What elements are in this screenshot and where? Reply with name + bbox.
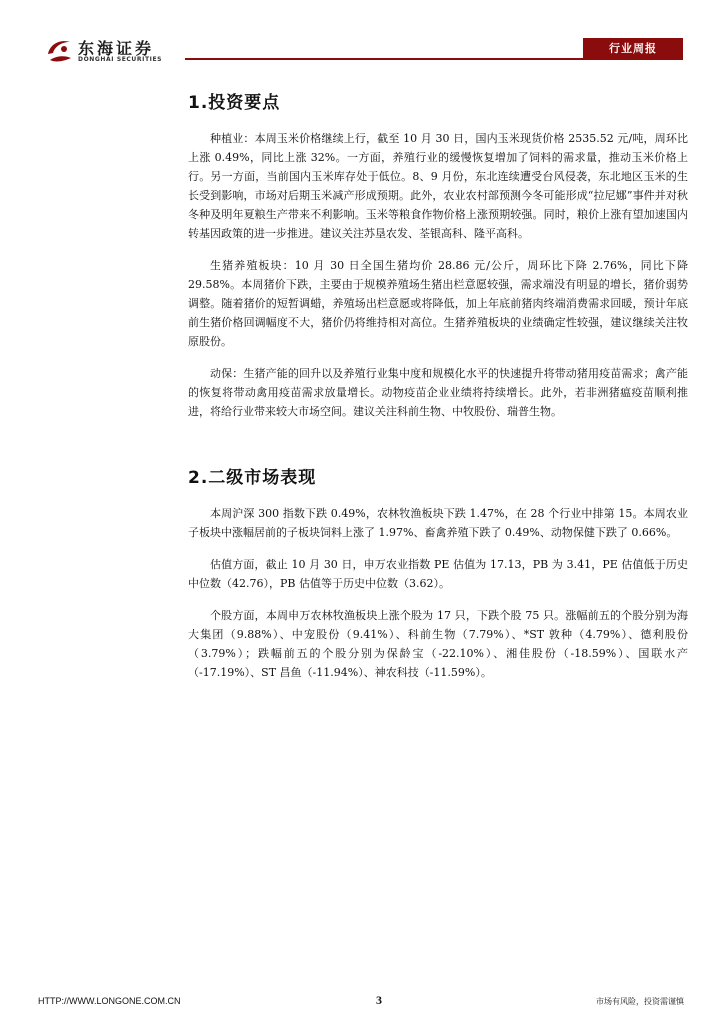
footer-website-link[interactable]: HTTP://WWW.LONGONE.COM.CN [38,996,181,1006]
risk-disclaimer: 市场有风险，投资需谨慎 [596,997,684,1006]
paragraph-planting: 种植业：本周玉米价格继续上行，截至 10 月 30 日，国内玉米现货价格 2535.52 元/吨，周环比上涨 0.49%，同比上涨 32%。一方面，养殖行业的缓慢恢复增加了饲料的需求量，推动玉米价格上行。另一方面，当前国内玉米库存处于低位。8、9 月份，东北连续遭受台风侵袭，东北地区玉米的生长受到影响，市场对后期玉米减产形成预期。此外，农业农村部预测今冬可能形成“拉尼娜”事件并对秋冬种及明年夏粮生产带来不利影响。玉米等粮食作物价格上涨预期较强。同时，粮价上涨有望加速国内转基因政策的进一步推进。建议关注苏垦农发、荃银高科、隆平高科。 [188,132,688,240]
page-number: 3 [376,993,382,1007]
page-header [0,0,724,80]
header-divider [185,58,583,60]
report-type-badge: 行业周报 [583,38,683,60]
company-logo [44,36,184,68]
section-title-secondary-market: 2.二级市场表现 [188,468,317,488]
paragraph-valuation: 估值方面，截止 10 月 30 日，申万农业指数 PE 估值为 17.13，PB 为 3.41，PE 估值低于历史中位数（42.76），PB 估值等于历史中位数（3.62）。 [188,558,688,590]
paragraph-individual-stocks: 个股方面，本周申万农林牧渔板块上涨个股为 17 只，下跌个股 75 只。涨幅前五的个股分别为海大集团（9.88%）、中宠股份（9.41%）、科前生物（7.79%）、*ST 敦种（4.79%）、德利股份（3.79%）；跌幅前五的个股分别为保龄宝（-22.10%）、湘佳股份（-18.59%）、国联水产（-17.19%）、ST 昌鱼（-11.94%）、神农科技（-11.59%）。 [188,609,688,679]
section-title-investment-points: 1.投资要点 [188,93,281,113]
donghai-logo-icon [44,36,74,66]
paragraph-index-performance: 本周沪深 300 指数下跌 0.49%，农林牧渔板块下跌 1.47%，在 28 个行业中排第 15。本周农业子板块中涨幅居前的子板块饲料上涨了 1.97%、畜禽养殖下跌了 0.49%、动物保健下跌了 0.66%。 [188,507,688,539]
paragraph-pig-farming: 生猪养殖板块：10 月 30 日全国生猪均价 28.86 元/公斤，周环比下降 2.76%，同比下降 29.58%。本周猪价下跌，主要由于规模养殖场生猪出栏意愿较强，需求端没有明显的增长，猪价弱势调整。随着猪价的短暂调蜡，养殖场出栏意愿或将降低，加上年底前猪肉终端消费需求回暖，预计年底前生猪价格回调幅度不大，猪价仍将维持相对高位。生猪养殖板块的业绩确定性较强，建议继续关注牧原股份。 [188,259,688,348]
paragraph-animal-health: 动保：生猪产能的回升以及养殖行业集中度和规模化水平的快速提升将带动猪用疫苗需求；禽产能的恢复将带动禽用疫苗需求放量增长。动物疫苗企业业绩将持续增长。此外，若非洲猪瘟疫苗顺利推进，将给行业带来较大市场空间。建议关注科前生物、中牧股份、瑞普生物。 [188,367,688,418]
logo-company-name-en: DONGHAI SECURITIES [78,56,163,63]
logo-company-name-cn: 东海证券 [78,39,155,58]
report-body [188,84,688,682]
